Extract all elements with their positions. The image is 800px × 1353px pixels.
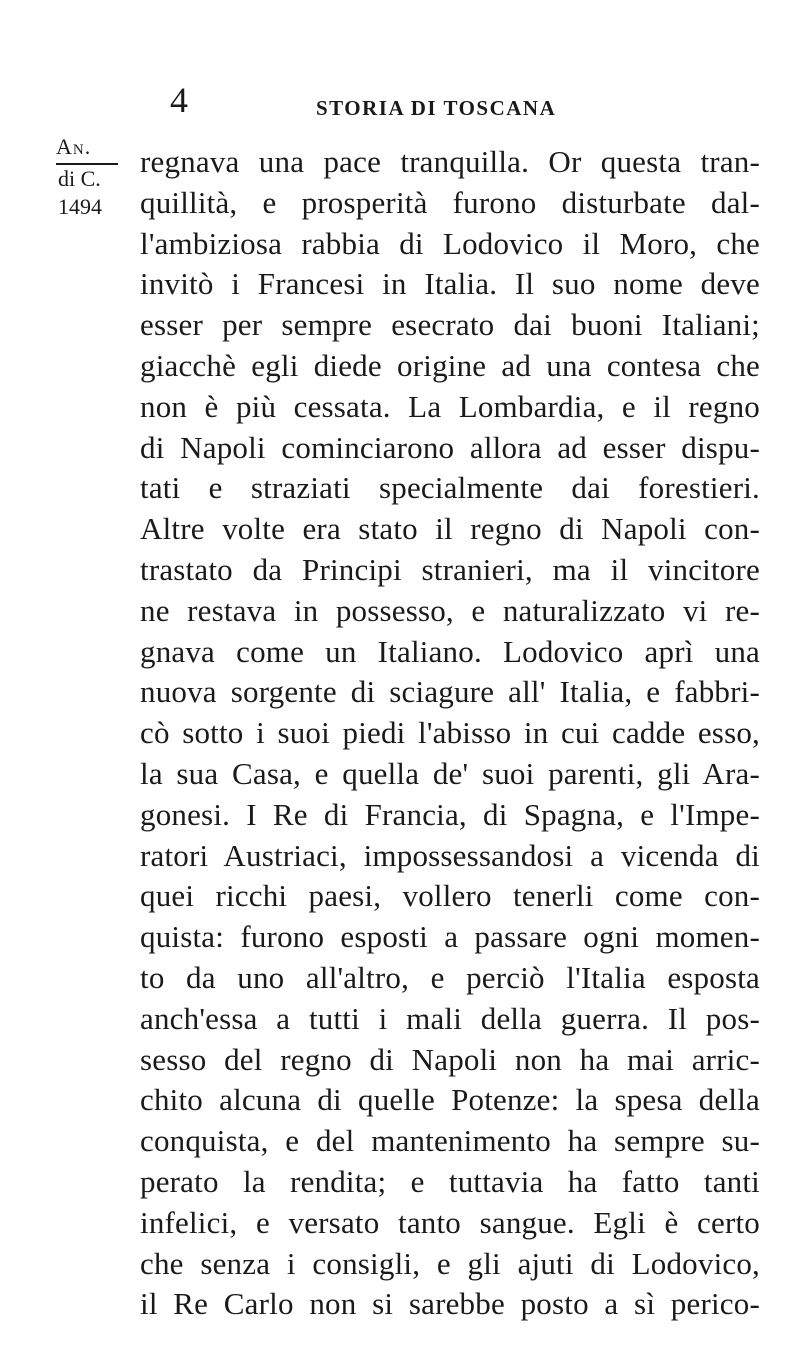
- text-line: la sua Casa, e quella de' suoi parenti, gli Ara-: [140, 755, 760, 791]
- margin-note-date: [56, 133, 120, 221]
- text-line: il Re Carlo non si sarebbe posto a sì perico-: [140, 1286, 760, 1322]
- text-line: nuova sorgente di sciagure all' Italia, e fabbri-: [140, 674, 760, 710]
- text-line: quillità, e prosperità furono disturbate dal-: [140, 184, 760, 220]
- text-line: ne restava in possesso, e naturalizzato vi re-: [140, 592, 760, 628]
- text-line: perato la rendita; e tuttavia ha fatto tanti: [140, 1163, 760, 1199]
- text-line: cò sotto i suoi piedi l'abisso in cui cadde esso,: [140, 715, 760, 751]
- text-line: quei ricchi paesi, vollero tenerli come con-: [140, 878, 760, 914]
- margin-note-di-c: di C.: [58, 166, 101, 191]
- body-text: [140, 142, 760, 1325]
- text-line: giacchè egli diede origine ad una contesa che: [140, 347, 760, 383]
- text-line: quista: furono esposti a passare ogni momen-: [140, 919, 760, 955]
- text-line: anch'essa a tutti i mali della guerra. Il pos-: [140, 1000, 760, 1036]
- text-line: ratori Austriaci, impossessandosi a vicenda di: [140, 837, 760, 873]
- text-line: chito alcuna di quelle Potenze: la spesa della: [140, 1082, 760, 1118]
- page-number: 4: [170, 80, 188, 120]
- text-line: infelici, e versato tanto sangue. Egli è certo: [140, 1204, 760, 1240]
- text-line: non è più cessata. La Lombardia, e il regno: [140, 388, 760, 424]
- text-line: gnava come un Italiano. Lodovico aprì una: [140, 633, 760, 669]
- text-line: di Napoli cominciarono allora ad esser dispu-: [140, 429, 760, 465]
- text-line: che senza i consigli, e gli ajuti di Lodovico,: [140, 1245, 760, 1281]
- text-line: l'ambiziosa rabbia di Lodovico il Moro, che: [140, 225, 760, 261]
- text-line: to da uno all'altro, e perciò l'Italia esposta: [140, 959, 760, 995]
- text-line: Altre volte era stato il regno di Napoli con-: [140, 511, 760, 547]
- running-title: STORIA DI TOSCANA: [316, 96, 557, 120]
- text-line: esser per sempre esecrato dai buoni Italiani;: [140, 307, 760, 343]
- margin-note-an: An.: [56, 133, 118, 165]
- running-head: [170, 80, 620, 124]
- text-line: gonesi. I Re di Francia, di Spagna, e l'Impe-: [140, 796, 760, 832]
- text-line: conquista, e del mantenimento ha sempre su-: [140, 1123, 760, 1159]
- text-line: invitò i Francesi in Italia. Il suo nome deve: [140, 266, 760, 302]
- text-line: tati e straziati specialmente dai forestieri.: [140, 470, 760, 506]
- margin-note-year: 1494: [58, 194, 102, 219]
- text-line: trastato da Principi stranieri, ma il vincitore: [140, 551, 760, 587]
- text-line: regnava una pace tranquilla. Or questa tran-: [140, 144, 760, 179]
- text-line: sesso del regno di Napoli non ha mai arric-: [140, 1041, 760, 1077]
